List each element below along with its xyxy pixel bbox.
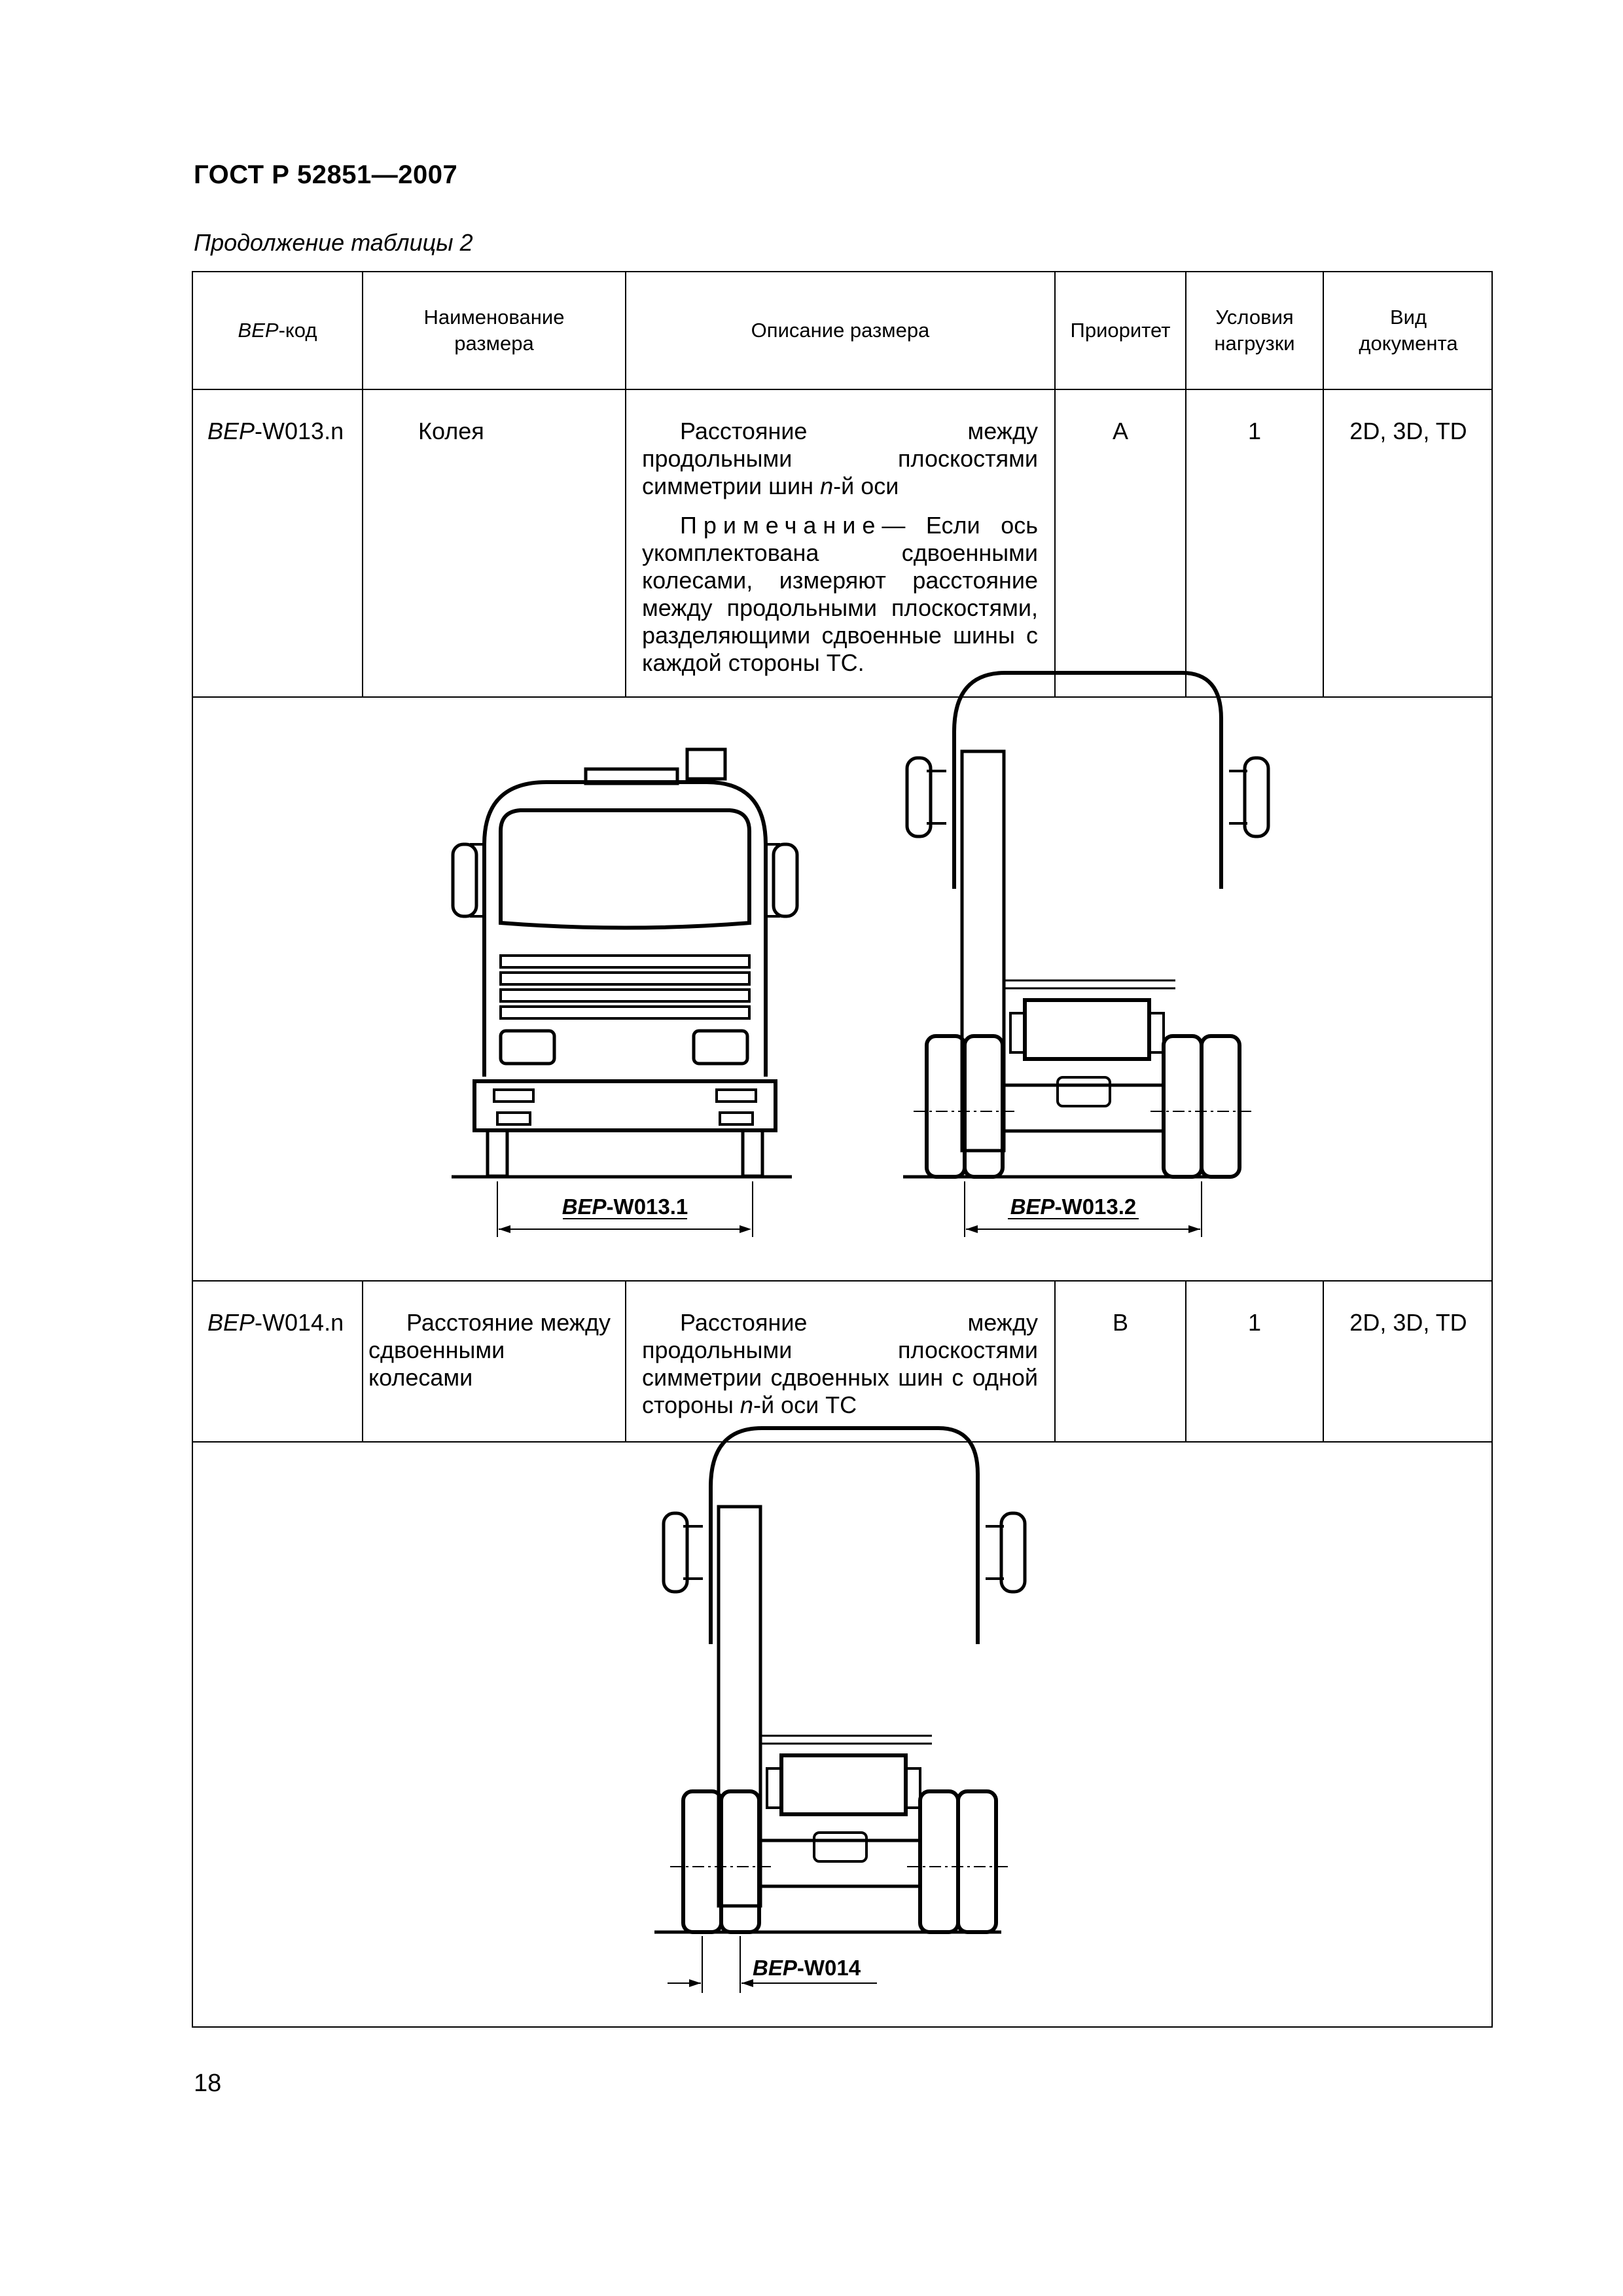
row2-load: 1 bbox=[1247, 1309, 1262, 1336]
column-header-code: BEP-код bbox=[238, 319, 317, 342]
truck-front-view-drawing bbox=[452, 749, 797, 1237]
truck-rear-view-drawing bbox=[903, 673, 1268, 1237]
dimension-label-w014: BEP-W014 bbox=[753, 1956, 861, 1980]
row1-doc-type: 2D, 3D, TD bbox=[1349, 418, 1467, 444]
column-header-doc-type: Вид документа bbox=[1359, 306, 1458, 355]
column-header-name: Наименование размера bbox=[423, 306, 565, 355]
row2-doc-type: 2D, 3D, TD bbox=[1349, 1309, 1467, 1336]
truck-rear-view-twin-wheels-drawing bbox=[654, 1428, 1025, 1993]
row1-note: Примечание— Если ось укомплектована сдвоенными колесами, измеряют расстояние между продольными плоскостями, разделяющими сдвоенные шины с каждой стороны ТС. bbox=[642, 512, 1038, 676]
column-header-priority: Приоритет bbox=[1070, 319, 1171, 342]
column-header-load: Условия нагрузки bbox=[1214, 306, 1295, 355]
standard-title: ГОСТ Р 52851—2007 bbox=[194, 160, 458, 189]
column-header-description: Описание размера bbox=[751, 319, 930, 342]
page-number: 18 bbox=[194, 2070, 222, 2097]
row2-priority: B bbox=[1112, 1309, 1128, 1336]
row1-load: 1 bbox=[1247, 418, 1262, 444]
row2-name: Расстояние между сдвоенными колесами bbox=[368, 1309, 611, 1391]
dimension-label-w013-1: BEP-W013.1 bbox=[562, 1194, 688, 1219]
row2-description: Расстояние между продольными плоскостями симметрии сдвоенных шин с одной стороны n-й оси ТС bbox=[642, 1309, 1038, 1418]
row1-description: Расстояние между продольными плоскостями симметрии шин n-й оси bbox=[642, 418, 1038, 499]
dimension-label-w013-2: BEP-W013.2 bbox=[1010, 1194, 1137, 1219]
table-continuation-caption: Продолжение таблицы 2 bbox=[194, 229, 473, 256]
row1-priority: A bbox=[1112, 418, 1128, 444]
row2-code: BEP-W014.n bbox=[207, 1309, 344, 1336]
row1-name: Колея bbox=[418, 418, 484, 444]
row1-code: BEP-W013.n bbox=[207, 418, 344, 444]
